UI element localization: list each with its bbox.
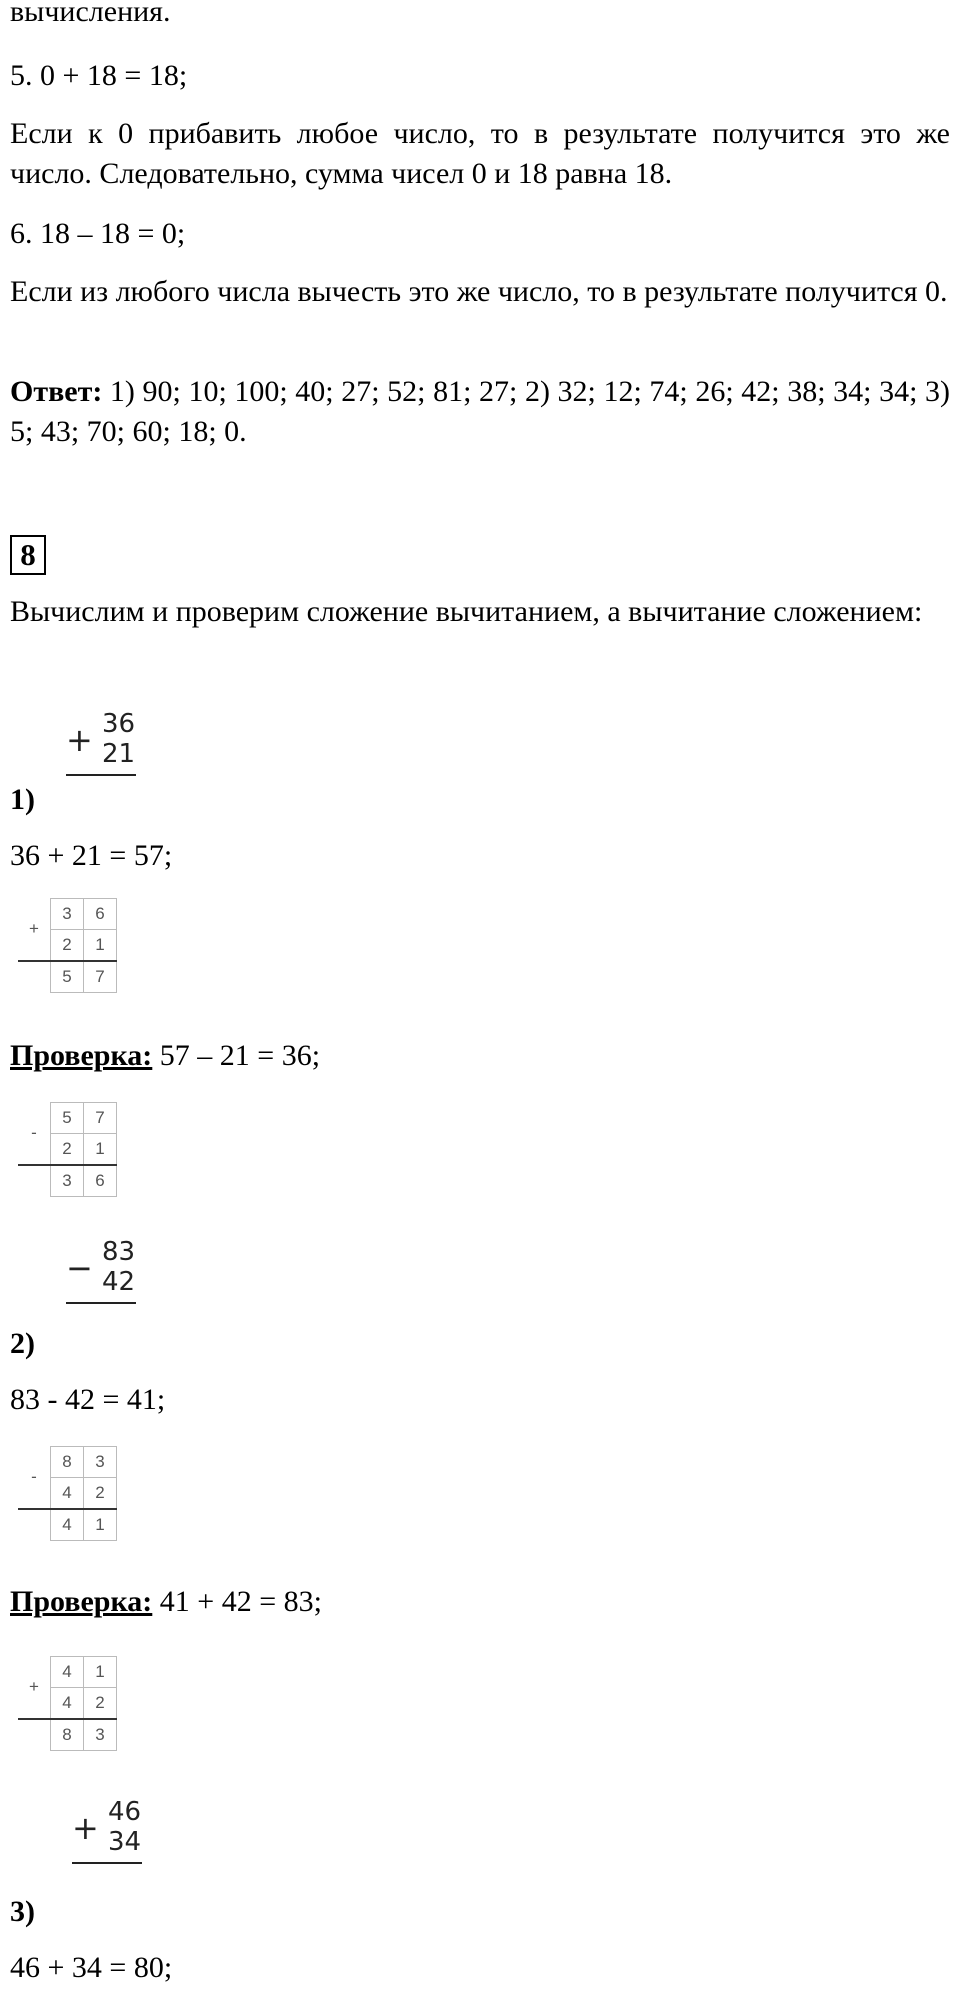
column-bottom-number: 42 <box>102 1267 136 1297</box>
grid-result-cell: 4 <box>51 1509 84 1541</box>
column-top-number: 36 <box>102 709 136 739</box>
equation: 36 + 21 = 57; <box>10 839 173 872</box>
check-line <box>10 1582 950 1622</box>
column-line <box>66 774 136 776</box>
digit-grid <box>18 898 117 993</box>
paragraph: Если из любого числа вычесть это же число, то в результате получится 0. <box>10 275 948 308</box>
column-line <box>66 1302 136 1304</box>
grid-result-cell: 8 <box>51 1719 84 1751</box>
text-line: вычисления. <box>10 0 171 28</box>
grid-cell: 5 <box>51 1103 84 1134</box>
text-line: 6. 18 – 18 = 0; <box>10 217 186 250</box>
equation: 83 - 42 = 41; <box>10 1383 166 1416</box>
answer-paragraph <box>10 372 950 452</box>
grid-cell: 6 <box>84 899 117 930</box>
paragraph: Если к 0 прибавить любое число, то в результате получится это же число. Следовательно, сумма чисел 0 и 18 равна 18. <box>10 117 950 190</box>
grid-cell: 8 <box>51 1447 84 1478</box>
check-text: 41 + 42 = 83; <box>152 1585 322 1618</box>
part-label: 2) <box>10 1327 35 1360</box>
column-line <box>72 1862 142 1864</box>
grid-sign: - <box>18 1103 51 1166</box>
text-line: 5. 0 + 18 = 18; <box>10 59 188 92</box>
column-top-number: 83 <box>102 1237 136 1267</box>
equation: 46 + 34 = 80; <box>10 1951 173 1984</box>
task-intro: Вычислим и проверим сложение вычитанием, а вычитание сложением: <box>10 595 923 628</box>
grid-cell: 2 <box>51 930 84 962</box>
column-sign: + <box>72 1809 99 1847</box>
answer-label: Ответ: <box>10 375 103 408</box>
grid-cell: 4 <box>51 1688 84 1720</box>
column-bottom-number: 34 <box>108 1827 142 1857</box>
answer-text: 1) 90; 10; 100; 40; 27; 52; 81; 27; 2) 32; 12; 74; 26; 42; 38; 34; 34; 3) 5; 43; 70; 60; 18; 0. <box>10 375 950 448</box>
check-label: Проверка: <box>10 1039 153 1072</box>
grid-sign: + <box>18 1657 51 1720</box>
column-bottom-number: 21 <box>102 739 136 769</box>
part-label: 3) <box>10 1895 35 1928</box>
check-label: Проверка: <box>10 1585 153 1618</box>
grid-result-cell: 3 <box>51 1165 84 1197</box>
part-label: 1) <box>10 783 35 816</box>
grid-cell: 3 <box>84 1447 117 1478</box>
check-digit-grid <box>18 1102 117 1197</box>
grid-cell: 2 <box>84 1478 117 1510</box>
column-sign: + <box>66 721 93 759</box>
grid-cell: 1 <box>84 1134 117 1166</box>
grid-cell: 4 <box>51 1657 84 1688</box>
grid-sign: + <box>18 899 51 962</box>
grid-result-cell: 7 <box>84 961 117 993</box>
grid-result-cell: 5 <box>51 961 84 993</box>
grid-result-cell: 6 <box>84 1165 117 1197</box>
grid-cell: 4 <box>51 1478 84 1510</box>
check-line <box>10 1036 950 1076</box>
grid-sign: - <box>18 1447 51 1510</box>
grid-result-cell: 1 <box>84 1509 117 1541</box>
grid-cell: 3 <box>51 899 84 930</box>
grid-cell: 2 <box>84 1688 117 1720</box>
grid-cell: 1 <box>84 1657 117 1688</box>
column-sign: − <box>66 1249 93 1287</box>
check-text: 57 – 21 = 36; <box>152 1039 321 1072</box>
grid-result-cell: 3 <box>84 1719 117 1751</box>
task-number: 8 <box>10 535 46 575</box>
check-digit-grid <box>18 1656 117 1751</box>
digit-grid <box>18 1446 117 1541</box>
grid-cell: 2 <box>51 1134 84 1166</box>
grid-cell: 7 <box>84 1103 117 1134</box>
column-top-number: 46 <box>108 1797 142 1827</box>
grid-cell: 1 <box>84 930 117 962</box>
